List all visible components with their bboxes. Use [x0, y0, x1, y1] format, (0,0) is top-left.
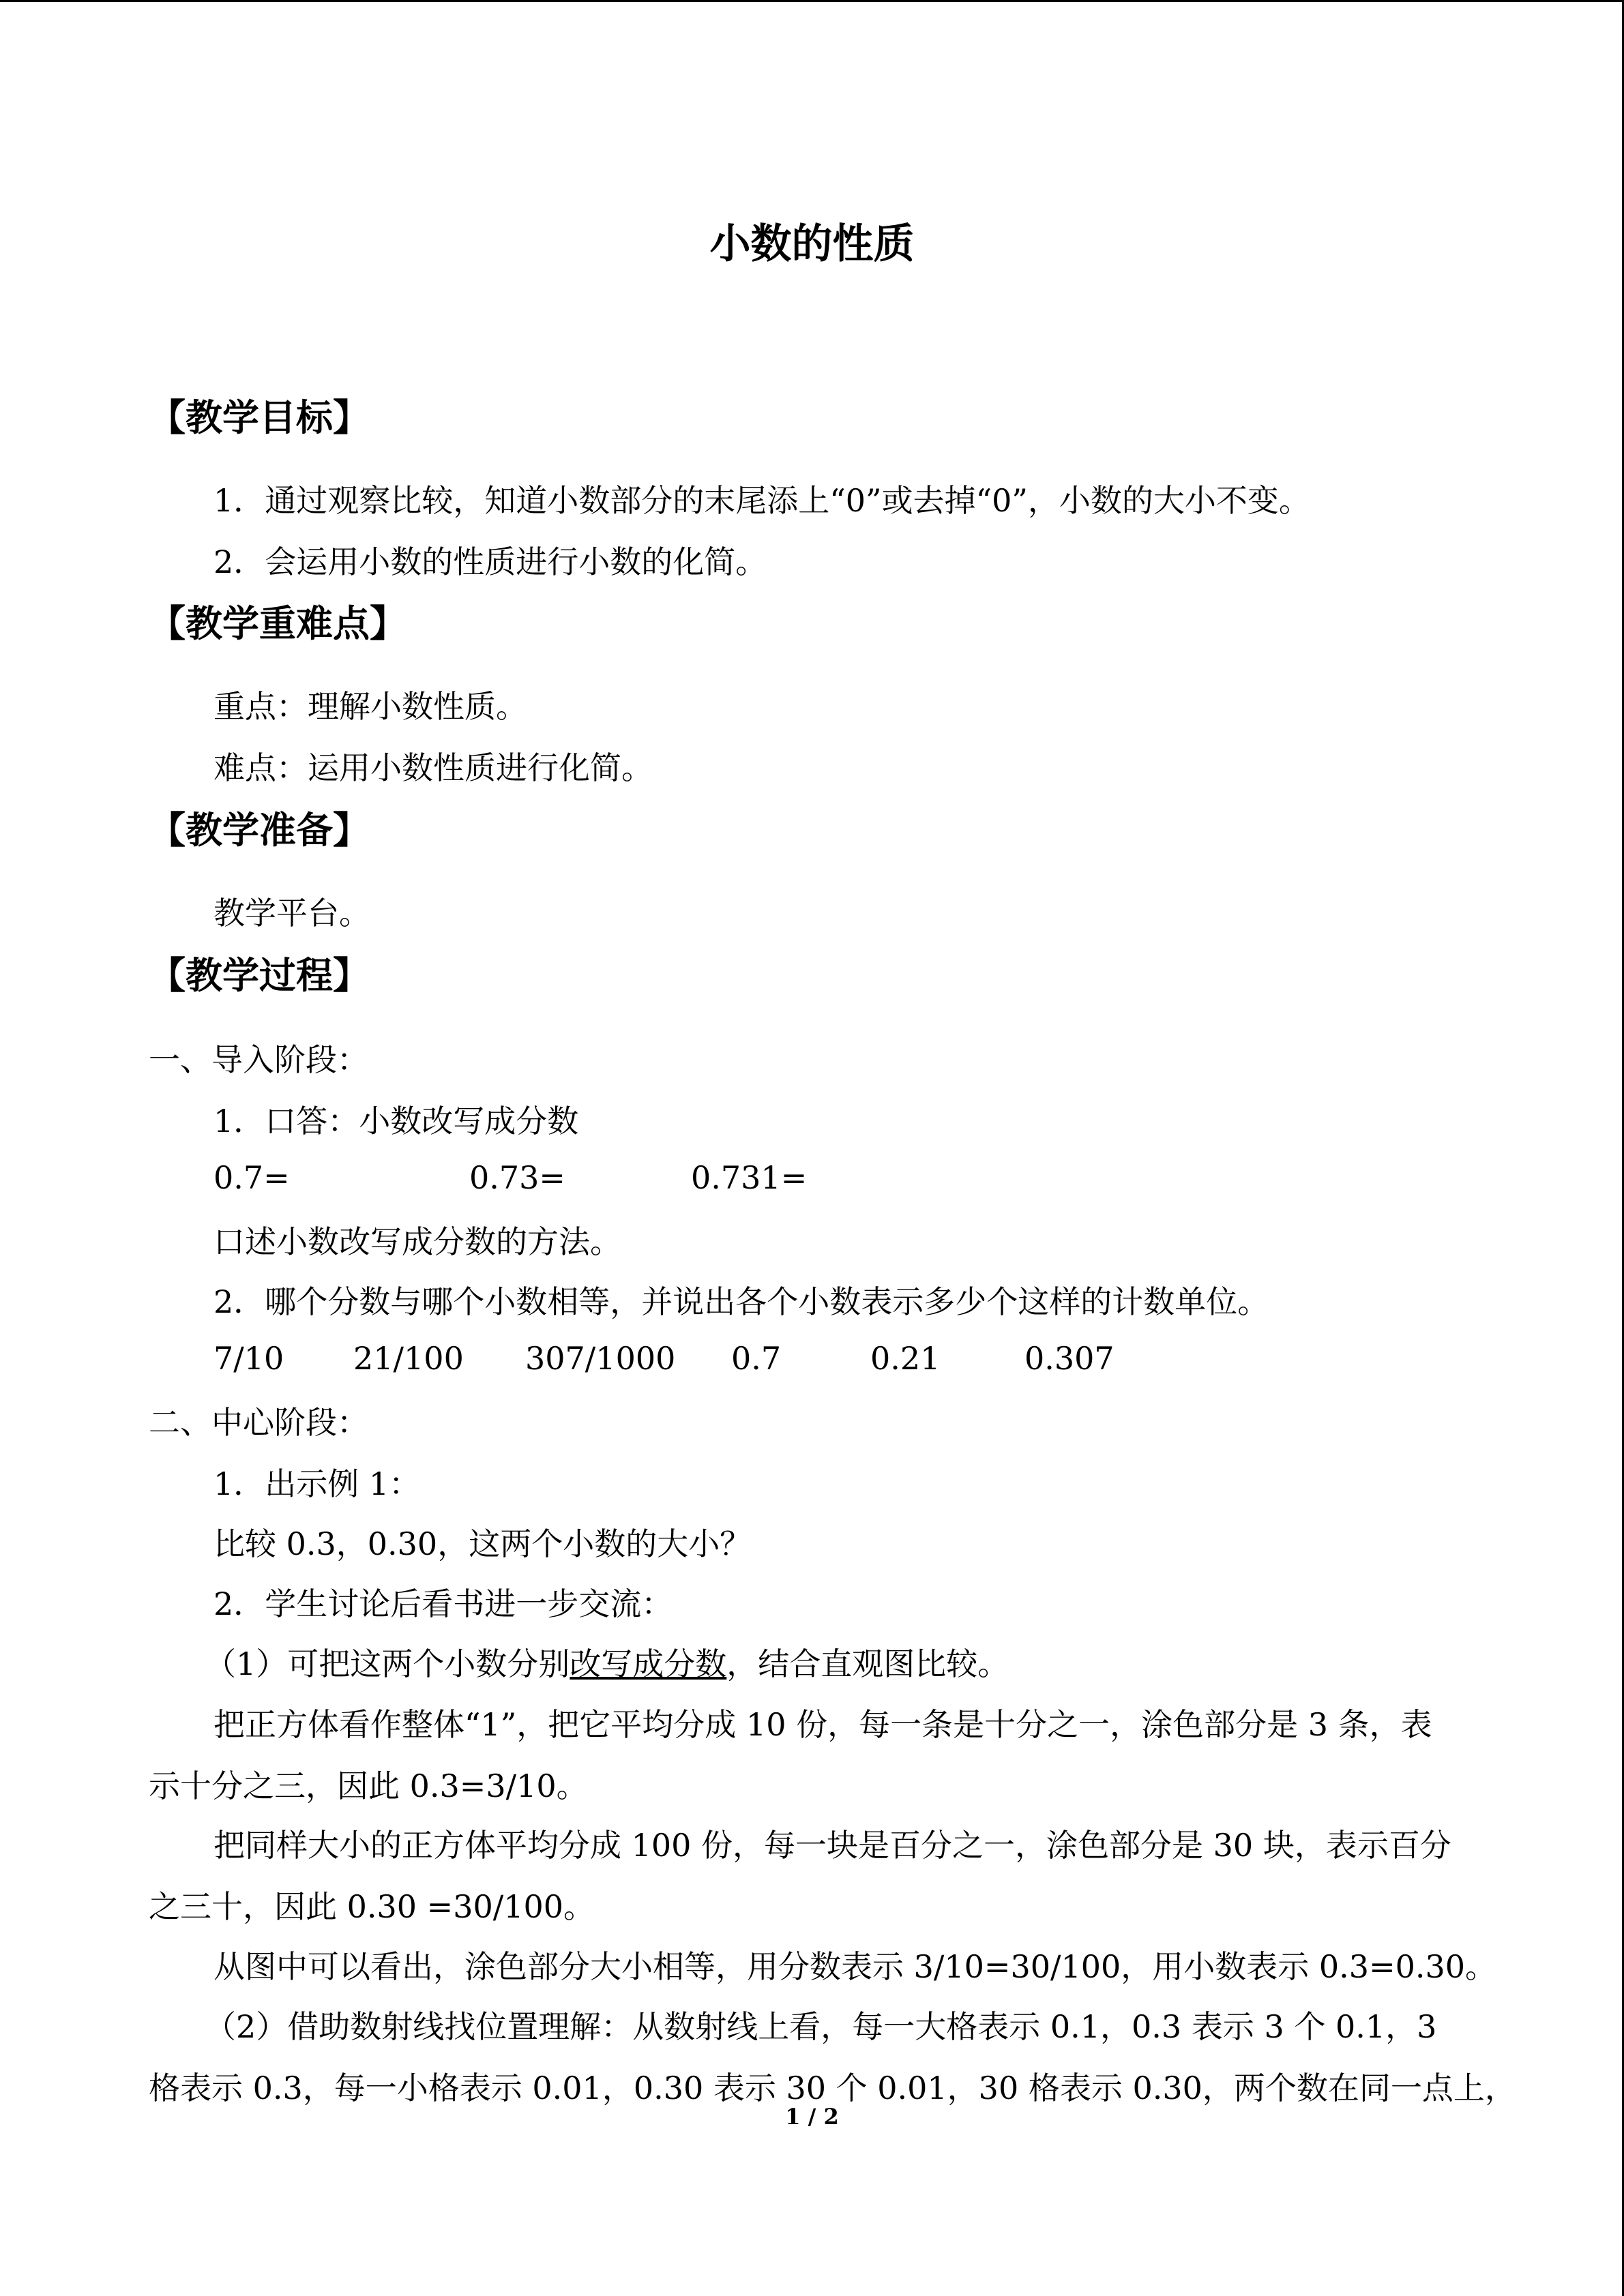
- para1-line2: 示十分之三，因此 0.3=3/10。: [149, 1768, 588, 1804]
- expr-0-7: 0.7=: [213, 1159, 290, 1196]
- para2-line1: 把同样大小的正方体平均分成 100 份，每一块是百分之一，涂色部分是 30 块，表示百分: [213, 1827, 1451, 1864]
- stage2-title: 二、中心阶段：: [149, 1404, 368, 1441]
- para2-line2: 之三十，因此 0.30 =30/100。: [149, 1888, 595, 1925]
- goal-2: 2．会运用小数的性质进行小数的化简。: [213, 543, 767, 580]
- stage1-method: 口述小数改写成分数的方法。: [213, 1223, 621, 1260]
- key-point-difficulty: 难点：运用小数性质进行化简。: [213, 749, 653, 786]
- value-0-21: 0.21: [870, 1340, 941, 1377]
- point1-prefix: （1）可把这两个小数分别: [205, 1645, 570, 1682]
- document-title: 小数的性质: [709, 220, 915, 268]
- point2-line2: 格表示 0.3，每一小格表示 0.01，0.30 表示 30 个 0.01，30 格表示 0.30，两个数在同一点上，: [149, 2070, 1516, 2106]
- value-0-7: 0.7: [731, 1340, 782, 1377]
- point2-line1: （2）借助数射线找位置理解：从数射线上看，每一大格表示 0.1，0.3 表示 3 个 0.1，3: [205, 2008, 1437, 2045]
- point1-underlined: 改写成分数: [570, 1645, 727, 1682]
- stage1-item2: 2．哪个分数与哪个小数相等，并说出各个小数表示多少个这样的计数单位。: [213, 1283, 1269, 1320]
- point1-suffix: ，结合直观图比较。: [726, 1645, 1009, 1682]
- value-21-100: 21/100: [353, 1340, 464, 1377]
- key-point-focus: 重点：理解小数性质。: [213, 688, 527, 725]
- stage2-item1: 1．出示例 1：: [213, 1465, 421, 1502]
- heading-preparation: 【教学准备】: [149, 809, 370, 852]
- para3: 从图中可以看出，涂色部分大小相等，用分数表示 3/10=30/100，用小数表示 0.3=0.30。: [213, 1948, 1497, 1985]
- value-307-1000: 307/1000: [525, 1340, 676, 1377]
- stage2-compare: 比较 0.3，0.30，这两个小数的大小？: [213, 1525, 752, 1562]
- stage1-item1: 1．口答：小数改写成分数: [213, 1103, 579, 1139]
- heading-process: 【教学过程】: [149, 954, 370, 997]
- heading-goals: 【教学目标】: [149, 396, 370, 439]
- expr-0-73: 0.73=: [469, 1159, 565, 1196]
- goal-1: 1．通过观察比较，知道小数部分的末尾添上“0”或去掉“0”，小数的大小不变。: [213, 482, 1310, 519]
- expr-0-731: 0.731=: [691, 1159, 808, 1196]
- value-0-307: 0.307: [1024, 1340, 1114, 1377]
- para1-line1: 把正方体看作整体“1”，把它平均分成 10 份，每一条是十分之一，涂色部分是 3 条，表: [213, 1706, 1432, 1743]
- stage1-title: 一、导入阶段：: [149, 1041, 368, 1078]
- page-border-top: [0, 0, 1624, 2]
- preparation-text: 教学平台。: [213, 895, 370, 931]
- heading-key-points: 【教学重难点】: [149, 602, 407, 645]
- page-number: 1 / 2: [785, 2104, 839, 2130]
- stage2-point1: [205, 1639, 1009, 1684]
- value-7-10: 7/10: [213, 1340, 284, 1377]
- stage2-item2: 2．学生讨论后看书进一步交流：: [213, 1585, 673, 1622]
